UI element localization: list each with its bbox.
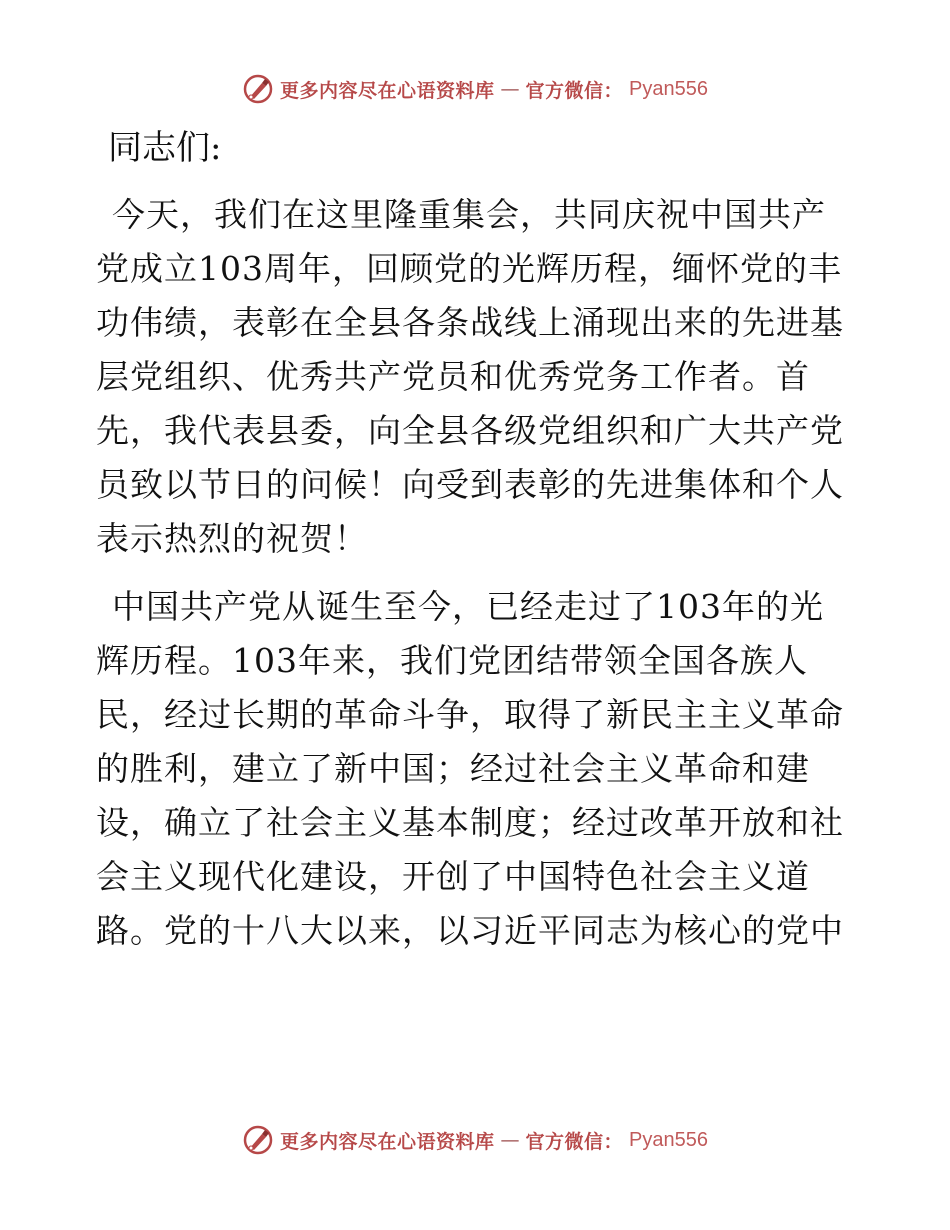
paragraph-line: 表示热烈的祝贺！ <box>96 519 368 558</box>
paragraph-line: 中国共产党从诞生至今，已经走过了103年的光 <box>112 587 824 626</box>
pen-logo-icon <box>242 1124 274 1156</box>
paragraph-2 <box>96 580 856 958</box>
paragraph-line: 设，确立了社会主义基本制度；经过改革开放和社 <box>96 803 844 842</box>
paragraph-line: 员致以节日的问候！向受到表彰的先进集体和个人 <box>96 465 844 504</box>
watermark-official-label: 官方微信： <box>525 1130 624 1153</box>
paragraph-line: 民，经过长期的革命斗争，取得了新民主主义革命 <box>96 695 844 734</box>
watermark-separator: — <box>500 78 520 100</box>
paragraph-line: 先，我代表县委，向全县各级党组织和广大共产党 <box>96 411 844 450</box>
watermark-official-label: 官方微信： <box>525 79 624 102</box>
watermark-handle: Pyan556 <box>629 77 708 100</box>
watermark-handle: Pyan556 <box>629 1128 708 1151</box>
paragraph-line: 辉历程。103年来，我们党团结带领全国各族人 <box>96 641 808 680</box>
paragraph-line: 功伟绩，表彰在全县各条战线上涌现出来的先进基 <box>96 303 844 342</box>
watermark-brand-text: 更多内容尽在心语资料库 <box>280 1130 495 1153</box>
document-body <box>96 124 856 958</box>
watermark-footer <box>0 1123 950 1157</box>
paragraph-line: 今天，我们在这里隆重集会，共同庆祝中国共产 <box>112 195 826 234</box>
paragraph-line: 会主义现代化建设，开创了中国特色社会主义道 <box>96 857 810 896</box>
paragraph-line: 党成立103周年，回顾党的光辉历程，缅怀党的丰 <box>96 249 842 288</box>
paragraph-line: 层党组织、优秀共产党员和优秀党务工作者。首 <box>96 357 810 396</box>
watermark-brand-text: 更多内容尽在心语资料库 <box>280 79 495 102</box>
paragraph-line: 的胜利，建立了新中国；经过社会主义革命和建 <box>96 749 810 788</box>
paragraph-1 <box>96 188 856 566</box>
watermark-header <box>0 72 950 106</box>
watermark-separator: — <box>500 1129 520 1151</box>
pen-logo-icon <box>242 73 274 105</box>
salutation: 同志们: <box>108 128 222 168</box>
paragraph-line: 路。党的十八大以来，以习近平同志为核心的党中 <box>96 911 844 950</box>
